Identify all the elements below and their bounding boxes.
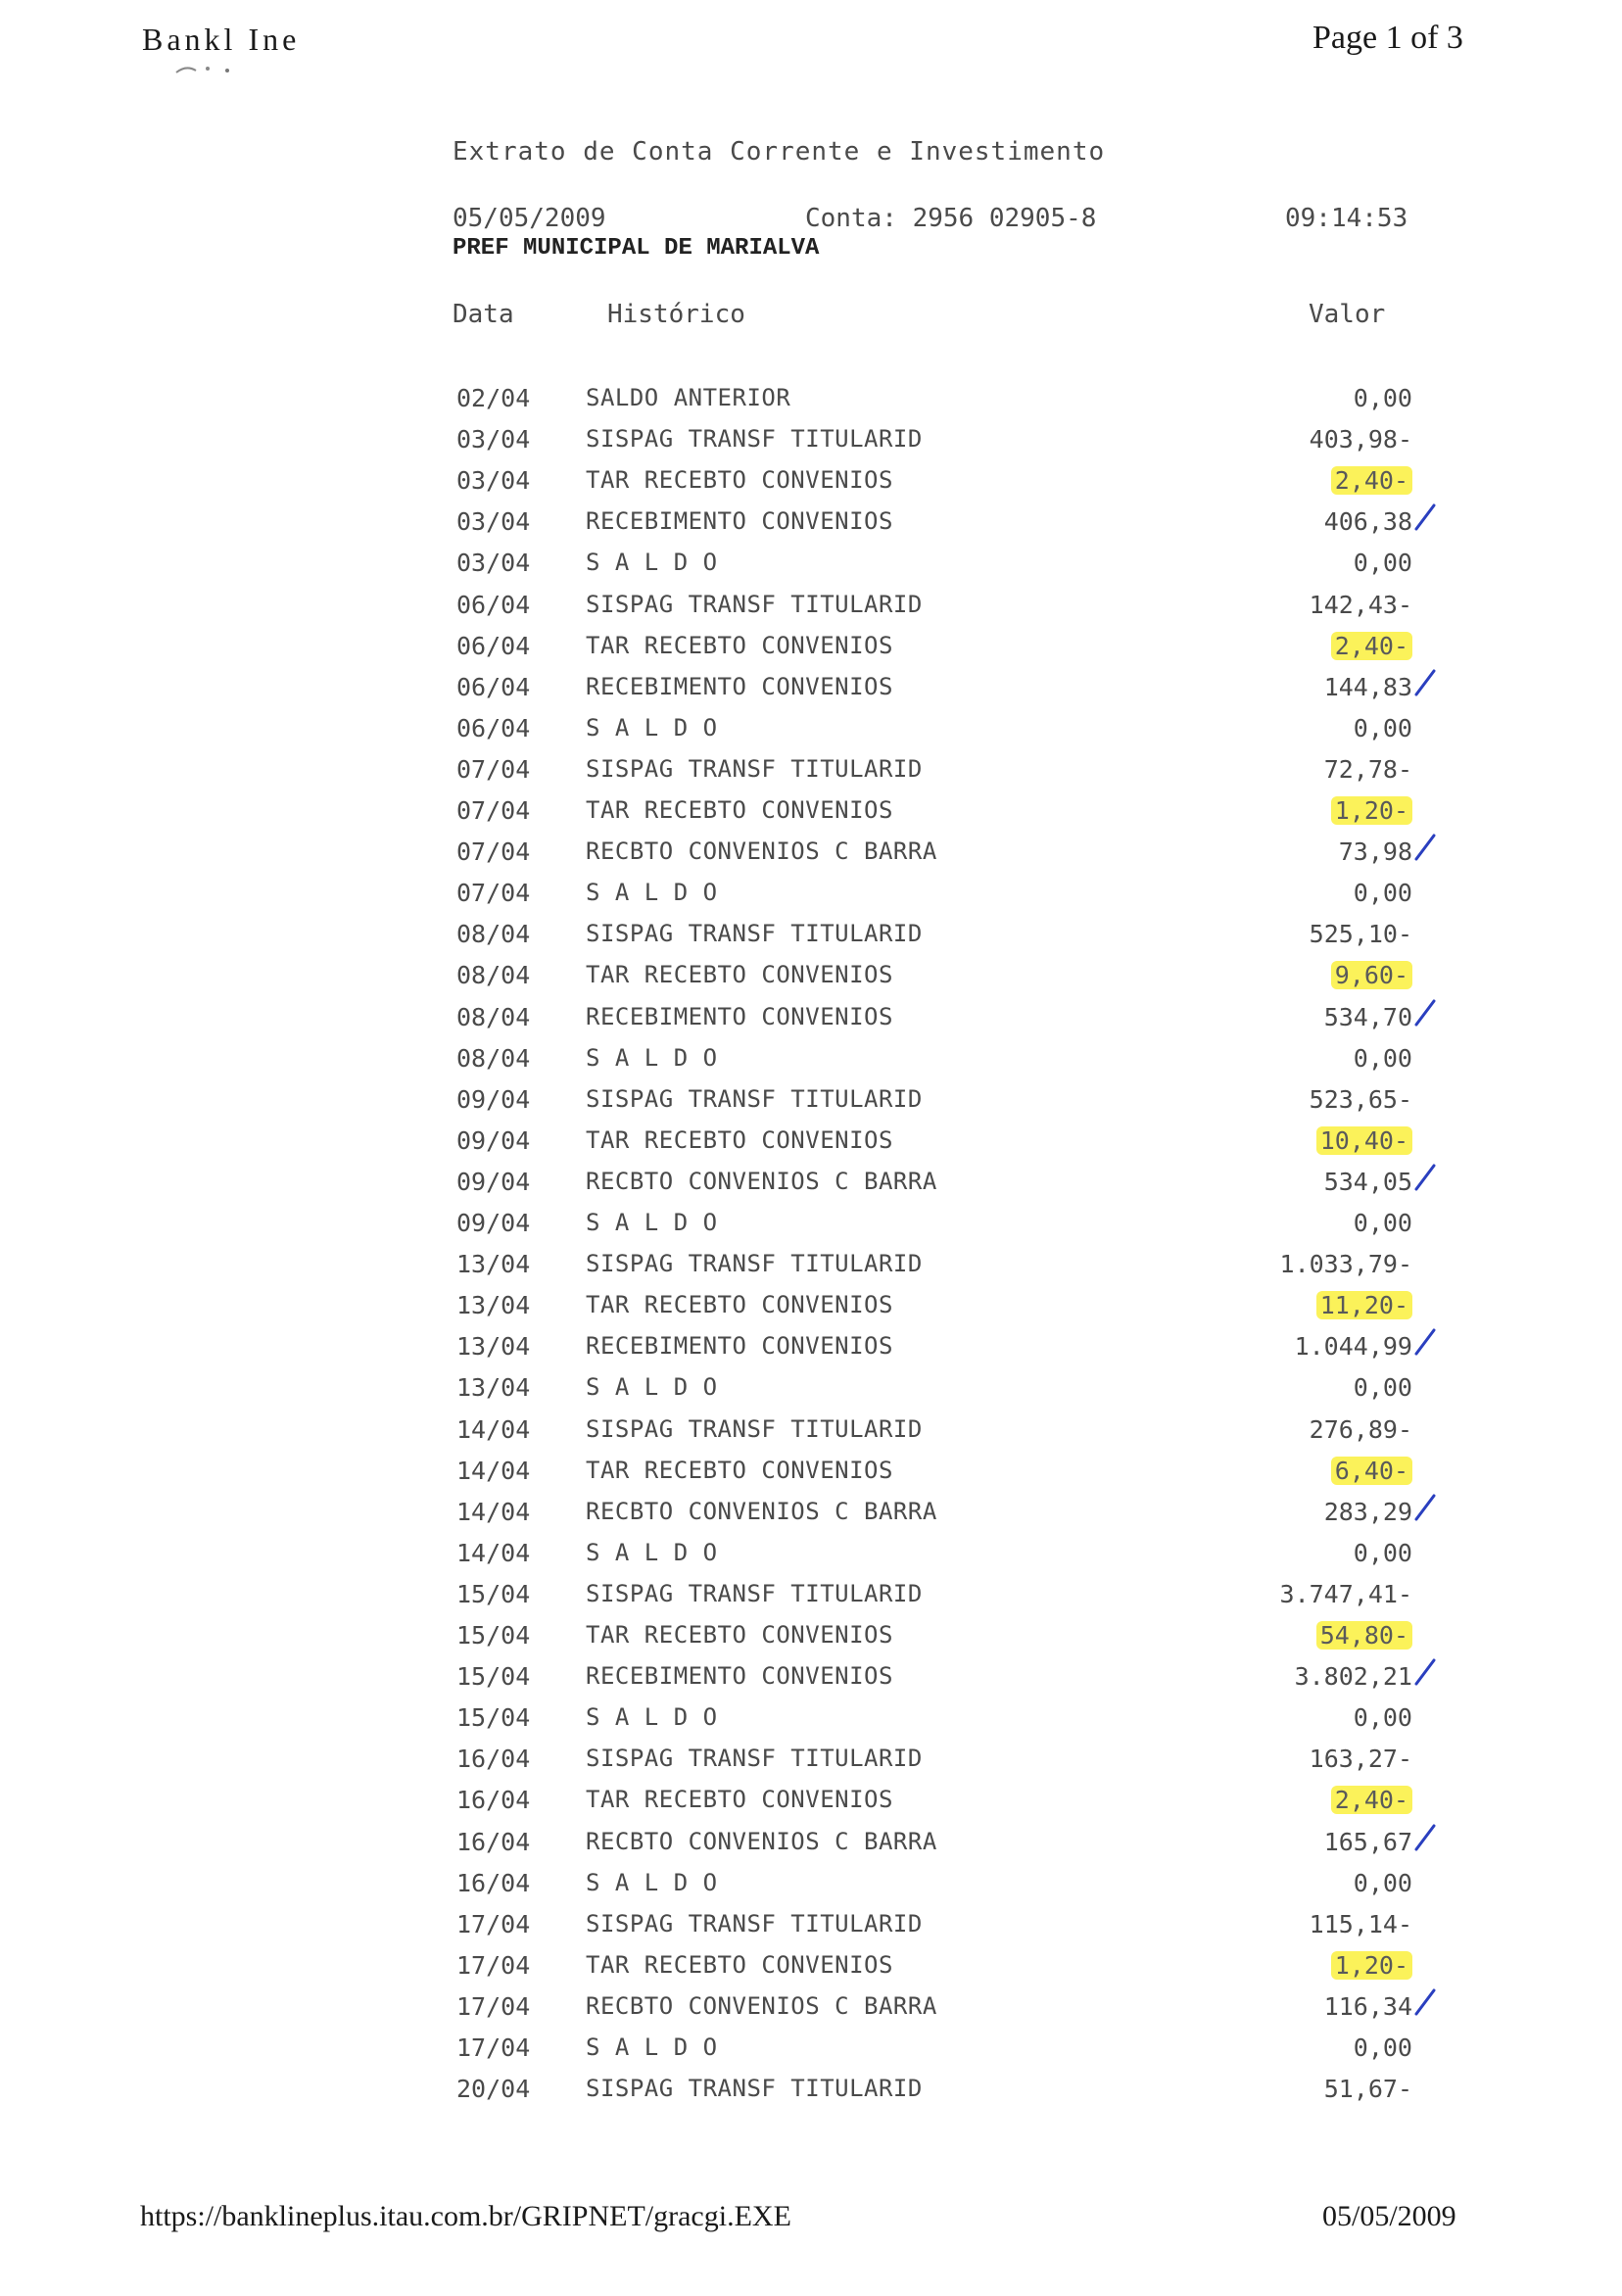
transaction-date: 17/04 (456, 1950, 531, 1980)
transaction-date: 03/04 (456, 466, 531, 496)
transaction-date: 07/04 (456, 879, 531, 908)
transaction-description: S A L D O (586, 713, 718, 741)
transaction-description: RECEBIMENTO CONVENIOS (586, 672, 893, 700)
transaction-date: 03/04 (456, 507, 531, 537)
statement-date: 05/05/2009 (453, 204, 606, 233)
transaction-date: 02/04 (456, 384, 531, 412)
transaction-value: 525,10- (1309, 920, 1412, 949)
transaction-value: 523,65- (1309, 1084, 1412, 1114)
transaction-value: 406,38 (1323, 507, 1412, 537)
transaction-row (0, 1621, 1622, 1662)
transaction-row (0, 1126, 1622, 1168)
transaction-value: 534,05 (1323, 1167, 1412, 1196)
transaction-value: 0,00 (1353, 384, 1412, 412)
transaction-row (0, 1291, 1622, 1332)
transaction-description: RECBTO CONVENIOS C BARRA (586, 1497, 937, 1525)
transaction-description: SISPAG TRANSF TITULARID (586, 1250, 923, 1278)
pen-check-mark-icon (1414, 1492, 1436, 1523)
transaction-date: 06/04 (456, 631, 531, 660)
transaction-date: 09/04 (456, 1084, 531, 1114)
transaction-description: SISPAG TRANSF TITULARID (586, 2075, 923, 2103)
transaction-value: 0,00 (1353, 713, 1412, 742)
statement-title: Extrato de Conta Corrente e Investimento (453, 137, 1106, 167)
transaction-date: 15/04 (456, 1621, 531, 1650)
pen-check-mark-icon (1414, 1986, 1436, 2018)
transaction-description: TAR RECEBTO CONVENIOS (586, 1786, 893, 1814)
transaction-date: 06/04 (456, 713, 531, 742)
transaction-row (0, 425, 1622, 466)
transaction-value: 144,83 (1323, 672, 1412, 701)
brand-logo-text: Bankl Ine (142, 22, 301, 57)
transaction-row (0, 2033, 1622, 2075)
highlighted-fee-value: 2,40- (1331, 1786, 1412, 1814)
highlighted-fee-value: 2,40- (1331, 466, 1412, 495)
transaction-row (0, 1786, 1622, 1827)
transaction-date: 17/04 (456, 1909, 531, 1938)
transaction-value: 142,43- (1309, 590, 1412, 619)
transaction-description: TAR RECEBTO CONVENIOS (586, 1456, 893, 1484)
transaction-date: 14/04 (456, 1456, 531, 1485)
transaction-description: TAR RECEBTO CONVENIOS (586, 1621, 893, 1649)
transaction-description: S A L D O (586, 2033, 718, 2061)
footer-date: 05/05/2009 (1322, 2200, 1456, 2232)
transaction-date: 09/04 (456, 1209, 531, 1237)
transaction-row (0, 466, 1622, 507)
transaction-row (0, 1498, 1622, 1539)
transaction-date: 08/04 (456, 1043, 531, 1073)
pen-check-mark-icon (1414, 1162, 1436, 1193)
transaction-description: TAR RECEBTO CONVENIOS (586, 1950, 893, 1979)
transaction-date: 08/04 (456, 920, 531, 949)
transaction-row (0, 1415, 1622, 1457)
transaction-value: 51,67- (1323, 2075, 1412, 2104)
transaction-description: RECBTO CONVENIOS C BARRA (586, 1991, 937, 2020)
transaction-value: 116,34 (1323, 1991, 1412, 2021)
transaction-row (0, 714, 1622, 755)
transaction-description: RECBTO CONVENIOS C BARRA (586, 1167, 937, 1195)
transaction-value: 163,27- (1309, 1745, 1412, 1774)
pen-check-mark-icon (1414, 997, 1436, 1028)
transaction-description: RECBTO CONVENIOS C BARRA (586, 837, 937, 866)
pen-check-mark-icon (1414, 502, 1436, 533)
transaction-value: 0,00 (1353, 1373, 1412, 1403)
transaction-date: 13/04 (456, 1332, 531, 1362)
transaction-row (0, 1580, 1622, 1621)
transaction-value: 0,00 (1353, 2033, 1412, 2062)
transaction-description: TAR RECEBTO CONVENIOS (586, 961, 893, 989)
transaction-value: 3.802,21 (1294, 1662, 1412, 1692)
transaction-row (0, 1332, 1622, 1373)
transaction-description: S A L D O (586, 1373, 718, 1402)
transaction-value: 403,98- (1309, 425, 1412, 454)
transaction-description: SISPAG TRANSF TITULARID (586, 1745, 923, 1773)
transaction-row (0, 1992, 1622, 2033)
transaction-row (0, 755, 1622, 796)
account-holder: PREF MUNICIPAL DE MARIALVA (453, 235, 820, 262)
transaction-row (0, 1910, 1622, 1951)
transaction-description: RECEBIMENTO CONVENIOS (586, 1332, 893, 1361)
transaction-value: 276,89- (1309, 1414, 1412, 1444)
transaction-description: TAR RECEBTO CONVENIOS (586, 1291, 893, 1319)
transaction-row (0, 549, 1622, 590)
transaction-description: S A L D O (586, 879, 718, 907)
transaction-date: 03/04 (456, 549, 531, 578)
highlighted-fee-value: 10,40- (1316, 1126, 1412, 1155)
statement-time: 09:14:53 (1285, 204, 1408, 233)
highlighted-fee-value: 1,20- (1331, 796, 1412, 825)
transaction-description: TAR RECEBTO CONVENIOS (586, 796, 893, 824)
transaction-date: 09/04 (456, 1167, 531, 1196)
pen-check-mark-icon (1414, 667, 1436, 698)
column-header-date: Data (453, 300, 514, 329)
transaction-row (0, 1662, 1622, 1703)
transaction-description: S A L D O (586, 1209, 718, 1236)
transaction-date: 15/04 (456, 1579, 531, 1608)
highlighted-fee-value: 1,20- (1331, 1951, 1412, 1980)
transaction-row (0, 879, 1622, 920)
transaction-value: 0,00 (1353, 1209, 1412, 1237)
transaction-description: SISPAG TRANSF TITULARID (586, 425, 923, 454)
footer-url: https://banklineplus.itau.com.br/GRIPNET/gracgi.EXE (140, 2200, 791, 2232)
transaction-row (0, 837, 1622, 879)
transaction-row (0, 1703, 1622, 1745)
transaction-date: 16/04 (456, 1827, 531, 1856)
transaction-value: 1.044,99 (1294, 1332, 1412, 1362)
transaction-value: 0,00 (1353, 1043, 1412, 1073)
transaction-row (0, 1869, 1622, 1910)
transaction-row (0, 1539, 1622, 1580)
transaction-row (0, 961, 1622, 1002)
highlighted-fee-value: 54,80- (1316, 1621, 1412, 1650)
highlighted-fee-value: 6,40- (1331, 1457, 1412, 1485)
transaction-date: 07/04 (456, 837, 531, 867)
transaction-date: 16/04 (456, 1868, 531, 1897)
transaction-date: 16/04 (456, 1786, 531, 1815)
transaction-description: SISPAG TRANSF TITULARID (586, 590, 923, 618)
highlighted-fee-value: 9,60- (1331, 961, 1412, 989)
transaction-row (0, 1745, 1622, 1786)
transaction-description: RECEBIMENTO CONVENIOS (586, 1662, 893, 1691)
transaction-row (0, 1003, 1622, 1044)
transaction-date: 14/04 (456, 1538, 531, 1567)
transaction-description: S A L D O (586, 1703, 718, 1732)
transaction-date: 15/04 (456, 1703, 531, 1733)
transaction-description: RECEBIMENTO CONVENIOS (586, 507, 893, 536)
transaction-date: 16/04 (456, 1745, 531, 1774)
page-number: Page 1 of 3 (1312, 20, 1463, 56)
transaction-row (0, 384, 1622, 425)
transaction-row (0, 1457, 1622, 1498)
transaction-date: 09/04 (456, 1125, 531, 1155)
transaction-row (0, 1168, 1622, 1209)
transaction-row (0, 1828, 1622, 1869)
transaction-row (0, 1373, 1622, 1414)
pen-check-mark-icon (1414, 1326, 1436, 1358)
transaction-description: SALDO ANTERIOR (586, 384, 791, 411)
transaction-date: 17/04 (456, 1991, 531, 2021)
account-number: Conta: 2956 02905-8 (805, 204, 1097, 233)
transaction-date: 06/04 (456, 590, 531, 619)
transaction-row (0, 507, 1622, 549)
transaction-value: 0,00 (1353, 1538, 1412, 1567)
transaction-value: 0,00 (1353, 1868, 1412, 1897)
transaction-value: 115,14- (1309, 1909, 1412, 1938)
transaction-row (0, 1250, 1622, 1291)
transaction-description: TAR RECEBTO CONVENIOS (586, 1125, 893, 1154)
transaction-value: 0,00 (1353, 879, 1412, 908)
transaction-row (0, 673, 1622, 714)
transaction-value: 165,67 (1323, 1827, 1412, 1856)
transaction-row (0, 632, 1622, 673)
transaction-date: 15/04 (456, 1662, 531, 1692)
transaction-date: 03/04 (456, 425, 531, 454)
transaction-row (0, 1951, 1622, 1992)
transaction-row (0, 1085, 1622, 1126)
transaction-date: 17/04 (456, 2033, 531, 2062)
transaction-value: 534,70 (1323, 1002, 1412, 1031)
transaction-row (0, 2075, 1622, 2116)
transaction-value: 0,00 (1353, 549, 1412, 578)
pen-check-mark-icon (1414, 1822, 1436, 1853)
pen-check-mark-icon (1414, 832, 1436, 863)
transaction-description: SISPAG TRANSF TITULARID (586, 920, 923, 948)
transaction-date: 13/04 (456, 1291, 531, 1320)
transaction-description: RECEBIMENTO CONVENIOS (586, 1002, 893, 1030)
transaction-value: 283,29 (1323, 1497, 1412, 1526)
pen-check-mark-icon (1414, 1656, 1436, 1688)
transaction-row (0, 1209, 1622, 1250)
transaction-row (0, 1044, 1622, 1085)
transaction-description: S A L D O (586, 549, 718, 577)
highlighted-fee-value: 2,40- (1331, 632, 1412, 660)
column-header-description: Histórico (607, 300, 745, 329)
highlighted-fee-value: 11,20- (1316, 1291, 1412, 1319)
transaction-description: TAR RECEBTO CONVENIOS (586, 466, 893, 495)
transaction-description: TAR RECEBTO CONVENIOS (586, 631, 893, 659)
transaction-description: SISPAG TRANSF TITULARID (586, 1909, 923, 1937)
transaction-date: 07/04 (456, 796, 531, 825)
transaction-description: SISPAG TRANSF TITULARID (586, 754, 923, 783)
transaction-description: SISPAG TRANSF TITULARID (586, 1084, 923, 1113)
transaction-date: 06/04 (456, 672, 531, 701)
transaction-date: 07/04 (456, 754, 531, 784)
transaction-row (0, 920, 1622, 961)
transaction-description: RECBTO CONVENIOS C BARRA (586, 1827, 937, 1855)
column-header-value: Valor (1309, 300, 1386, 329)
transaction-row (0, 796, 1622, 837)
transaction-value: 3.747,41- (1279, 1579, 1412, 1608)
transaction-description: SISPAG TRANSF TITULARID (586, 1579, 923, 1607)
transaction-date: 13/04 (456, 1373, 531, 1403)
transaction-date: 08/04 (456, 1002, 531, 1031)
transaction-value: 1.033,79- (1279, 1250, 1412, 1279)
transaction-date: 14/04 (456, 1414, 531, 1444)
transaction-date: 14/04 (456, 1497, 531, 1526)
transaction-row (0, 591, 1622, 632)
transaction-date: 20/04 (456, 2075, 531, 2104)
transaction-value: 0,00 (1353, 1703, 1412, 1733)
transaction-description: S A L D O (586, 1043, 718, 1072)
transaction-date: 13/04 (456, 1250, 531, 1279)
transaction-date: 08/04 (456, 961, 531, 990)
transaction-description: S A L D O (586, 1868, 718, 1896)
transaction-description: SISPAG TRANSF TITULARID (586, 1414, 923, 1443)
transaction-value: 73,98 (1338, 837, 1412, 867)
transaction-value: 72,78- (1323, 754, 1412, 784)
transaction-description: S A L D O (586, 1538, 718, 1566)
